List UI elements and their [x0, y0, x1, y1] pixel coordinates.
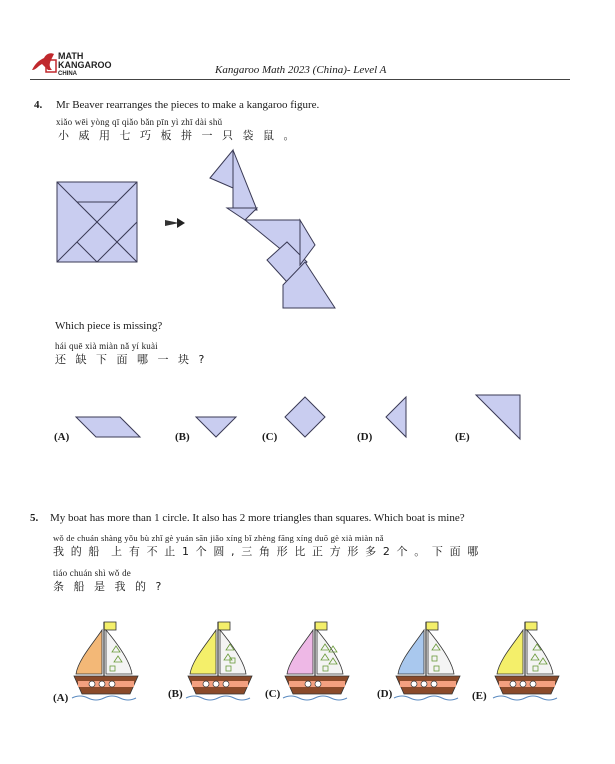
- q5-pinyin-line-2: tiáo chuán shì wǒ de: [53, 568, 131, 578]
- logo-line-1: MATH: [58, 51, 84, 61]
- sailboat-a: [72, 620, 140, 702]
- q5-hanzi-line-2: 条 船 是 我 的 ?: [53, 580, 165, 593]
- q4-option-a-label: (A): [54, 431, 70, 443]
- q5-pinyin-line-1: wǒ de chuán shàng yǒu bù zhǐ gè yuán sān jiǎo xíng bǐ zhèng fāng xíng duō gè xià miàn nǎ: [53, 533, 384, 543]
- q4-subquestion-pinyin: hái quē xià miàn nǎ yí kuài: [55, 341, 158, 351]
- square-piece: [283, 395, 327, 439]
- q5-option-e-label: (E): [472, 690, 487, 702]
- parallelogram-piece: [76, 415, 142, 439]
- logo-line-3: CHINA: [58, 71, 77, 77]
- kangaroo-logo-icon: [30, 50, 58, 74]
- q5-option-c-label: (C): [265, 688, 281, 700]
- sailboat-c: [283, 620, 351, 702]
- sailboat-d: [394, 620, 462, 702]
- q4-hanzi: 小 威 用 七 巧 板 拼 一 只 袋 鼠 。: [58, 129, 298, 142]
- medium-triangle-piece: [384, 395, 408, 439]
- q4-number: 4.: [34, 99, 43, 111]
- q4-text: Mr Beaver rearranges the pieces to make a kangaroo figure.: [56, 99, 320, 111]
- sailboat-e: [493, 620, 561, 702]
- q4-option-c-label: (C): [262, 431, 278, 443]
- q5-hanzi-line-1: 我 的 船 上 有 不 止 1 个 圆 , 三 角 形 比 正 方 形 多 2 个 。 下 面 哪: [53, 545, 480, 558]
- q5-number: 5.: [30, 512, 39, 524]
- page-title: Kangaroo Math 2023 (China)- Level A: [215, 64, 387, 76]
- q5-option-b-label: (B): [168, 688, 183, 700]
- header-divider: [30, 79, 570, 80]
- q4-pinyin: xiǎo wēi yòng qī qiǎo bǎn pīn yì zhī dài shǔ: [56, 117, 223, 127]
- sailboat-b: [186, 620, 254, 702]
- q4-subquestion: Which piece is missing?: [55, 320, 163, 332]
- logo-line-2: KANGAROO: [58, 60, 112, 70]
- arrow-right-icon: [165, 218, 187, 228]
- kangaroo-figure: [205, 150, 340, 315]
- q4-option-e-label: (E): [455, 431, 470, 443]
- tangram-square: [57, 182, 137, 262]
- q4-option-d-label: (D): [357, 431, 373, 443]
- q5-option-a-label: (A): [53, 692, 69, 704]
- q5-text: My boat has more than 1 circle. It also has 2 more triangles than squares. Which boat is mine?: [50, 512, 465, 524]
- q4-option-b-label: (B): [175, 431, 190, 443]
- q5-option-d-label: (D): [377, 688, 393, 700]
- q4-subquestion-hanzi: 还 缺 下 面 哪 一 块 ?: [55, 353, 208, 366]
- small-triangle-piece: [194, 415, 238, 439]
- large-triangle-piece: [474, 393, 522, 441]
